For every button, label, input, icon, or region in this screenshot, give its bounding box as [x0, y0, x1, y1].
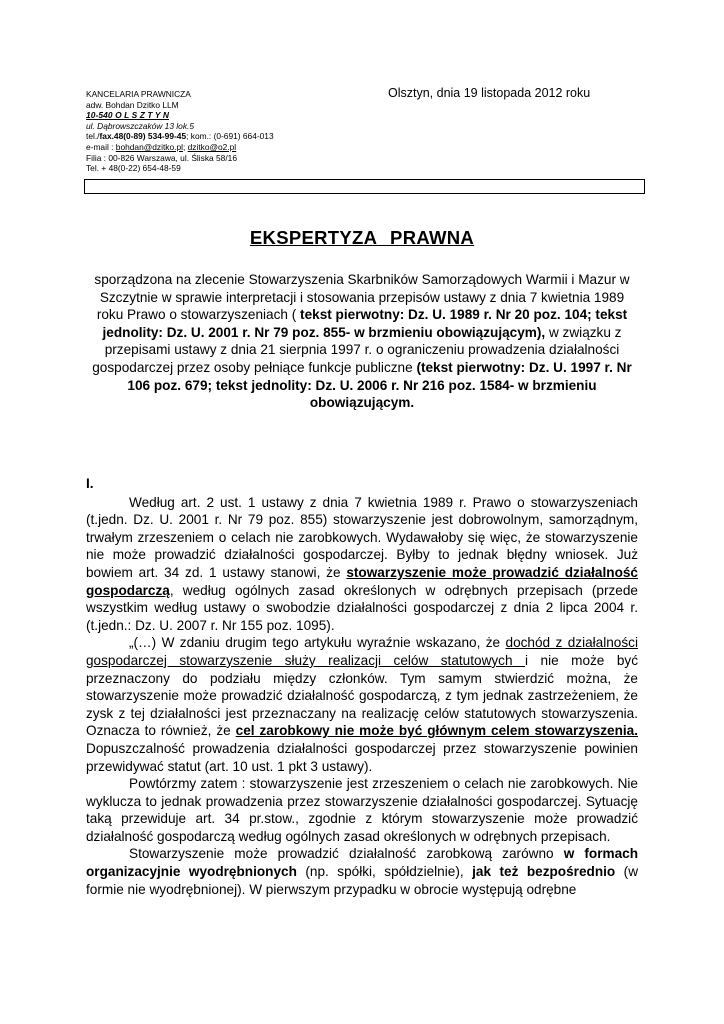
phone-fax: fax.48(0-89) 534-99-45: [99, 131, 187, 142]
p4-bold-1: w formach organizacyjnie wyodrębnionych: [86, 846, 639, 880]
lawyer-name: adw. Bohdan Dzitko LLM: [86, 99, 179, 110]
paragraph-1: [86, 494, 638, 635]
header-divider-box: [84, 179, 645, 194]
email-prefix: e-mail :: [86, 141, 116, 152]
paragraph-4: [86, 845, 638, 898]
section-number: I.: [86, 476, 94, 491]
preamble-bold-2: (tekst pierwotny: Dz. U. 1997 r. Nr 106 poz. 679; tekst jednolity: Dz. U. 2006 r. Nr 216 poz. 1584- w brzmieniu obowiązującym.: [127, 359, 632, 411]
preamble-text-2: w związku z przepisami ustawy z dnia 21 sierpnia 1997 r. o ograniczeniu prowadzenia działalności gospodarczej przez osoby pełniące funkcje publiczne: [92, 324, 622, 375]
p2-text-1: „(…) W zdaniu drugim tego artykułu wyraźnie wskazano, że: [129, 635, 506, 651]
paragraph-2: [86, 634, 638, 775]
place-and-date: Olsztyn, dnia 19 listopada 2012 roku: [388, 86, 591, 100]
email-link-1[interactable]: bohdan@dzitko.pl: [115, 141, 183, 152]
letterhead: [86, 89, 346, 174]
section-body: [86, 475, 638, 898]
firm-name: KANCELARIA PRAWNICZA: [86, 89, 191, 99]
p1-emphasis: stowarzyszenie może prowadzić działalność gospodarczą: [86, 564, 638, 598]
branch-phone: Tel. + 48(0-22) 654-48-59: [86, 163, 181, 174]
p4-text-1: Stowarzyszenie może prowadzić działalność zarobkową zarówno: [129, 846, 564, 862]
paragraph-3: Powtórzmy zatem : stowarzyszenie jest zrzeszeniem o celach nie zarobkowych. Nie wyklucza to jednak prowadzenia przez stowarzyszenie działalności gospodarczej. Sytuację taką przewiduje art. 34 pr.stow., zgodnie z którym stowarzyszenie może prowadzić działalność gospodarczą według ogólnych zasad określonych w odrębnych przepisach.: [86, 776, 638, 844]
firm-city: 10-540 O L S Z T Y N: [86, 110, 169, 121]
phone-mobile: ; kom.: (0-691) 664-013: [186, 131, 274, 142]
p2-text-3: Dopuszczalność prowadzenia działalności gospodarczej przez stowarzyszenie powinien przewidywać statut (art. 10 ust. 1 pkt 3 ustawy).: [86, 740, 638, 774]
email-separator: ;: [182, 141, 188, 152]
preamble-text-1: sporządzona na zlecenie Stowarzyszenia Skarbników Samorządowych Warmii i Mazur w Szczytnie w sprawie interpretacji i stosowania przepisów ustawy z dnia 7 kwietnia 1989 roku Prawo o stowarzyszeniach (: [94, 272, 630, 323]
p2-text-2: i nie może być przeznaczony do podziału między członków. Tym samym stwierdzić można, że stowarzyszenie może prowadzić działalność gospodarczą, z tym jednak zastrzeżeniem, że zysk z tej działalności jest przeznaczany na realizację celów statutowych stowarzyszenia. Oznacza to również, że: [86, 652, 638, 739]
email-link-2[interactable]: dzitko@o2.pl: [187, 141, 237, 152]
phone-prefix: tel./: [86, 131, 100, 142]
preamble-bold-1: tekst pierwotny: Dz. U. 1989 r. Nr 20 poz. 104; tekst jednolity: Dz. U. 2001 r. Nr 79 poz. 855- w brzmieniu obowiązującym),: [102, 307, 628, 340]
p4-bold-2: jak też bezpośrednio: [472, 864, 616, 880]
preamble: [88, 271, 636, 412]
p2-emphasis: cel zarobkowy nie może być głównym celem stowarzyszenia.: [235, 723, 638, 739]
firm-street: ul. Dąbrowszczaków 13 lok.5: [86, 120, 194, 131]
branch-address: Filia : 00-826 Warszawa, ul. Śliska 58/16: [86, 152, 237, 163]
firm-email: [86, 142, 346, 153]
document-title: EKSPERTYZA PRAWNA: [249, 227, 475, 248]
p2-underline: dochód z działalności gospodarczej stowarzyszenie służy realizacji celów statutowych: [86, 635, 638, 668]
p1-text-2: , według ogólnych zasad określonych w odrębnych przepisach (przede wszystkim według ustawy o swobodzie działalności gospodarczej z dnia 2 lipca 2004 r. (t.jedn.: Dz. U. 2007 r. Nr 155 poz. 1095).: [86, 582, 638, 633]
p1-text-1: Według art. 2 ust. 1 ustawy z dnia 7 kwietnia 1989 r. Prawo o stowarzyszeniach (t.jedn. Dz. U. 2001 r. Nr 79 poz. 855) stowarzyszenie jest dobrowolnym, samorządnym, trwałym zrzeszeniem o celach nie zarobkowych. Wydawałoby się więc, że stowarzyszenie nie może prowadzić działalności gospodarczej. Byłby to jednak błędny wniosek. Już bowiem art. 34 zd. 1 ustawy stanowi, że: [86, 494, 638, 580]
p4-text-2: (np. spółki, spółdzielnie),: [296, 864, 473, 880]
firm-phone: [86, 131, 346, 142]
p4-text-3: (w formie nie wyodrębnionej). W pierwszym przypadku w obrocie występują odrębne: [86, 864, 639, 897]
